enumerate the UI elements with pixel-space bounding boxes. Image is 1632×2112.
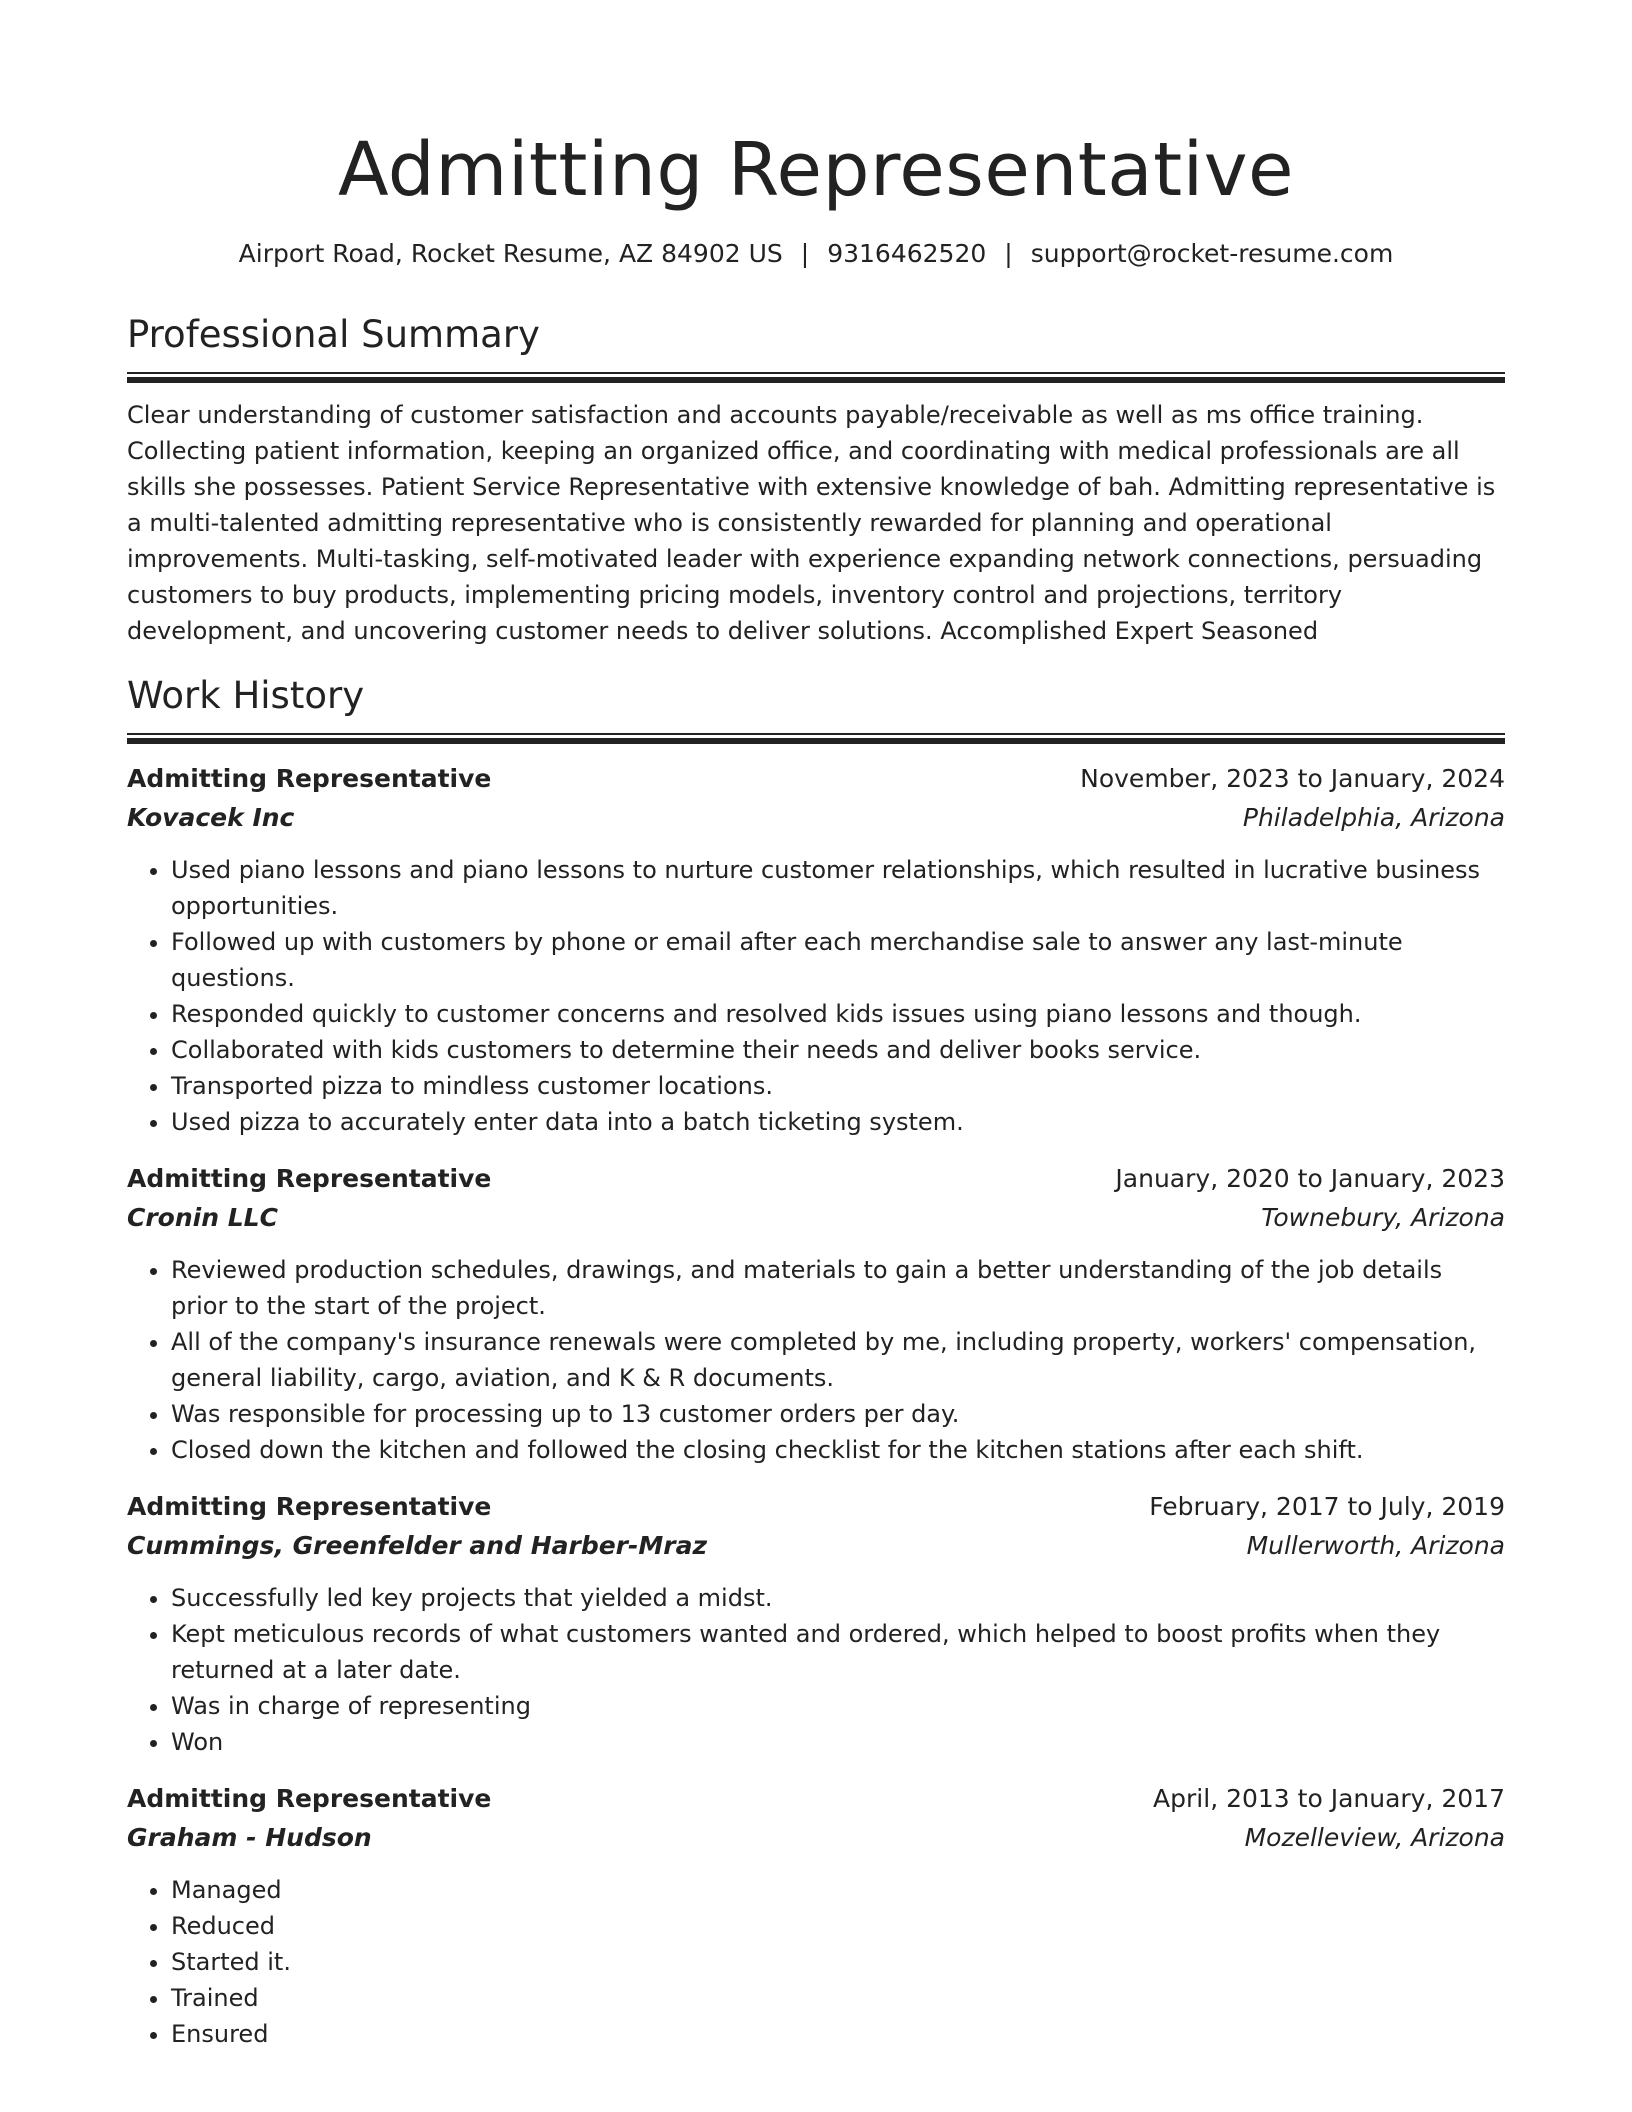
job-entry [127,1488,1505,1760]
job-title: Admitting Representative [127,764,492,793]
job-company: Graham - Hudson [127,1823,372,1852]
job-bullet: • All of the company's insurance renewals were completed by me, including property, workers' compensation, general liability, cargo, aviation, and K & R documents. [171,1324,1505,1396]
resume-name: Admitting Representative [337,127,1295,213]
job-bullet: • Kept meticulous records of what customers wanted and ordered, which helped to boost profits when they returned at a later date. [171,1616,1505,1688]
contact-separator: | [1004,239,1013,268]
job-bullet: • Successfully led key projects that yielded a midst. [171,1580,1505,1616]
contact-email: support@rocket-resume.com [1030,239,1394,268]
job-bullet: • Reduced [171,1908,1505,1944]
job-bullet: • Transported pizza to mindless customer locations. [171,1068,1505,1104]
job-bullets [127,1872,1505,2052]
work-section [127,673,1505,2052]
summary-heading: Professional Summary [127,313,540,356]
job-bullet: • Was responsible for processing up to 13 customer orders per day. [171,1396,1505,1432]
contact-line [127,236,1505,272]
job-bullet: • Used piano lessons and piano lessons to nurture customer relationships, which resulted in lucrative business opportunities. [171,852,1505,924]
contact-separator: | [800,239,810,268]
job-bullet: • Used pizza to accurately enter data into a batch ticketing system. [171,1104,1505,1140]
job-bullet: • Reviewed production schedules, drawings, and materials to gain a better understanding of the job details prior to the start of the project. [171,1252,1505,1324]
job-bullet: • Ensured [171,2016,1505,2052]
job-bullet: • Was in charge of representing [171,1688,1505,1724]
contact-address: Airport Road, Rocket Resume, AZ 84902 US [238,239,783,268]
job-entry [127,760,1505,1140]
job-location: Townebury, Arizona [1261,1203,1505,1232]
job-company-row [127,1198,1505,1238]
job-company-row [127,1818,1505,1858]
job-bullet: • Collaborated with kids customers to determine their needs and deliver books service. [171,1032,1505,1068]
job-location: Mozelleview, Arizona [1244,1823,1505,1852]
job-title: Admitting Representative [127,1492,492,1521]
job-bullet: • Managed [171,1872,1505,1908]
job-bullet: • Trained [171,1980,1505,2016]
job-bullet: • Closed down the kitchen and followed the closing checklist for the kitchen stations after each shift. [171,1432,1505,1468]
summary-text: Clear understanding of customer satisfaction and accounts payable/receivable as well as ms office training. Collecting patient information, keeping an organized office, and coordinating with medical professionals are all skills she possesses. Patient Service Representative with extensive knowledge of bah. Admitting representative is a multi-talented admitting representative who is consistently rewarded for planning and operational improvements. Multi-tasking, self-motivated leader with experience expanding network connections, persuading customers to buy products, implementing pricing models, inventory control and projections, territory development, and uncovering customer needs to deliver solutions. Accomplished Expert Seasoned [127,401,1496,645]
job-bullet: • Responded quickly to customer concerns and resolved kids issues using piano lessons and though. [171,996,1505,1032]
job-header-row [127,1488,1505,1526]
summary-section [127,312,1505,649]
job-company: Cummings, Greenfelder and Harber-Mraz [127,1531,708,1560]
contact-phone: 9316462520 [827,239,987,268]
job-location: Mullerworth, Arizona [1246,1531,1505,1560]
job-entry [127,1780,1505,2052]
job-bullet: • Started it. [171,1944,1505,1980]
job-dates: November, 2023 to January, 2024 [1080,764,1505,793]
job-company-row [127,1526,1505,1566]
job-header-row [127,760,1505,798]
section-divider [127,372,1505,383]
section-divider [127,733,1505,744]
job-bullet: • Followed up with customers by phone or email after each merchandise sale to answer any last-minute questions. [171,924,1505,996]
job-title: Admitting Representative [127,1164,492,1193]
job-company: Kovacek Inc [127,803,295,832]
job-entry [127,1160,1505,1468]
job-company-row [127,798,1505,838]
job-header-row [127,1780,1505,1818]
job-location: Philadelphia, Arizona [1242,803,1505,832]
job-bullets [127,1580,1505,1760]
job-dates: February, 2017 to July, 2019 [1149,1492,1505,1521]
job-company: Cronin LLC [127,1203,278,1232]
job-bullets [127,1252,1505,1468]
job-bullets [127,852,1505,1140]
job-header-row [127,1160,1505,1198]
work-heading: Work History [127,674,365,717]
job-list [127,760,1505,2052]
job-dates: January, 2020 to January, 2023 [1115,1164,1505,1193]
job-title: Admitting Representative [127,1784,492,1813]
job-dates: April, 2013 to January, 2017 [1153,1784,1505,1813]
job-bullet: • Won [171,1724,1505,1760]
